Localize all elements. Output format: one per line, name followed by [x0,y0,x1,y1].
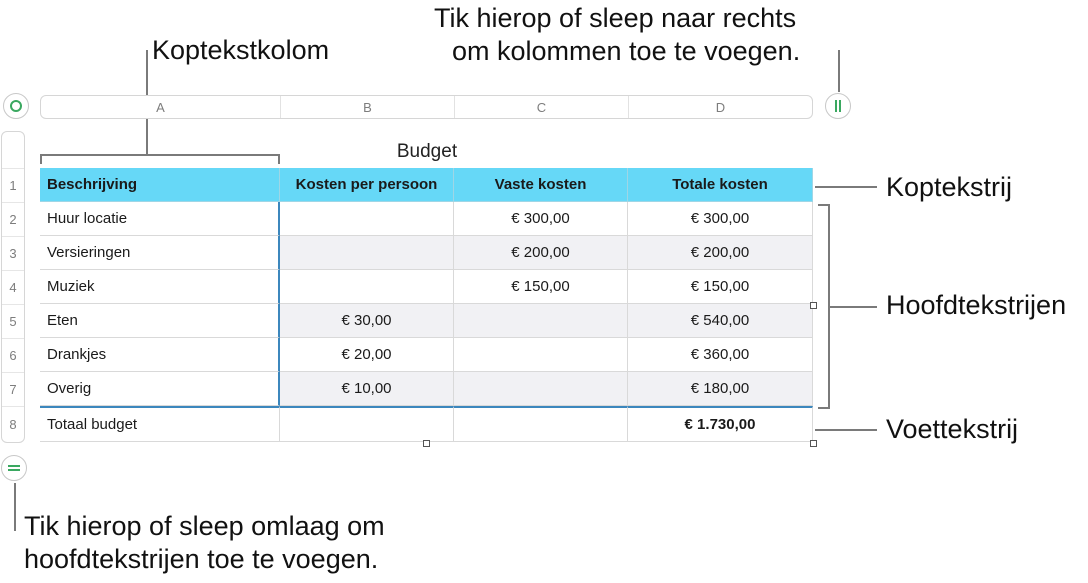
header-row [40,168,813,202]
double-bar-icon [833,100,843,112]
table-cell[interactable]: € 150,00 [628,270,813,304]
table-cell[interactable]: Versieringen [40,236,280,270]
table-cell[interactable] [280,202,454,236]
footer-cell[interactable] [280,406,454,442]
table-cell[interactable] [454,372,628,406]
table-cell[interactable]: € 180,00 [628,372,813,406]
callout-footer-row: Voettekstrij [886,414,1019,444]
callout-line-body-rows [830,306,877,308]
table-cell[interactable]: Muziek [40,270,280,304]
header-cell[interactable]: Kosten per persoon [280,168,454,202]
table-cell[interactable]: € 20,00 [280,338,454,372]
header-cell[interactable]: Totale kosten [628,168,813,202]
resize-handle-bottom[interactable] [423,440,430,447]
table-row [40,372,813,406]
column-header-b[interactable]: B [281,96,455,118]
table-cell[interactable]: € 10,00 [280,372,454,406]
row-header-strip [1,131,25,443]
table-cell[interactable] [454,304,628,338]
column-header-d[interactable]: D [715,99,726,115]
table-cell[interactable] [454,338,628,372]
row-header-2[interactable]: 2 [2,202,24,236]
callout-body-rows: Hoofdtekstrijen [886,290,1067,320]
table-cell[interactable]: € 30,00 [280,304,454,338]
callout-add-columns-line2: om kolommen toe te voegen. [452,36,801,66]
callout-add-columns-line1: Tik hierop of sleep naar rechts [434,3,797,33]
table-cell[interactable]: Overig [40,372,280,406]
row-header-5[interactable]: 5 [2,304,24,338]
equals-icon [8,463,20,473]
header-column-bracket-left [40,154,42,164]
table-row [40,304,813,338]
row-header-1[interactable]: 1 [2,168,24,202]
table-cell[interactable]: € 200,00 [454,236,628,270]
footer-cell[interactable] [454,406,628,442]
row-header-4[interactable]: 4 [2,270,24,304]
table-cell[interactable]: Huur locatie [40,202,280,236]
table-cell[interactable]: € 200,00 [628,236,813,270]
header-cell[interactable]: Beschrijving [40,168,280,202]
row-header-8[interactable]: 8 [2,406,24,442]
header-cell[interactable]: Vaste kosten [454,168,628,202]
row-header-3[interactable]: 3 [2,236,24,270]
table-cell[interactable]: Eten [40,304,280,338]
callout-line-add-columns [838,50,840,92]
table-cell[interactable]: € 360,00 [628,338,813,372]
table-cell[interactable] [280,236,454,270]
body-rows-bracket-bottom [818,407,830,409]
callout-line-footer-row [815,429,877,431]
footer-cell[interactable]: Totaal budget [40,406,280,442]
add-row-button[interactable] [1,455,27,481]
table-cell[interactable]: € 150,00 [454,270,628,304]
select-table-button[interactable] [3,93,29,119]
table-title[interactable]: Budget [396,141,458,162]
column-header-c[interactable]: C [455,96,629,118]
callout-header-row: Koptekstrij [886,172,1013,202]
footer-row [40,406,813,442]
table-row [40,236,813,270]
callout-header-column: Koptekstkolom [152,35,330,65]
column-header-a[interactable]: A [41,96,281,118]
footer-cell[interactable]: € 1.730,00 [628,406,813,442]
table-cell[interactable]: € 300,00 [628,202,813,236]
resize-handle-corner[interactable] [810,440,817,447]
row-header-7[interactable]: 7 [2,372,24,406]
header-column-bracket [40,154,280,156]
table-row [40,338,813,372]
header-column-bracket-right [278,154,280,164]
table-cell[interactable]: € 540,00 [628,304,813,338]
callout-line-header-row [815,186,877,188]
add-column-button[interactable] [825,93,851,119]
resize-handle-right[interactable] [810,302,817,309]
circle-icon [10,100,22,112]
callout-add-rows-line2: hoofdtekstrijen toe te voegen. [24,544,379,574]
table-row [40,202,813,236]
table-cell[interactable] [280,270,454,304]
callout-add-rows-line1: Tik hierop of sleep omlaag om [24,511,385,541]
table-cell[interactable]: Drankjes [40,338,280,372]
table-row [40,270,813,304]
table-cell[interactable]: € 300,00 [454,202,628,236]
callout-line-add-rows [14,483,16,531]
row-header-6[interactable]: 6 [2,338,24,372]
column-header-strip [40,95,813,119]
